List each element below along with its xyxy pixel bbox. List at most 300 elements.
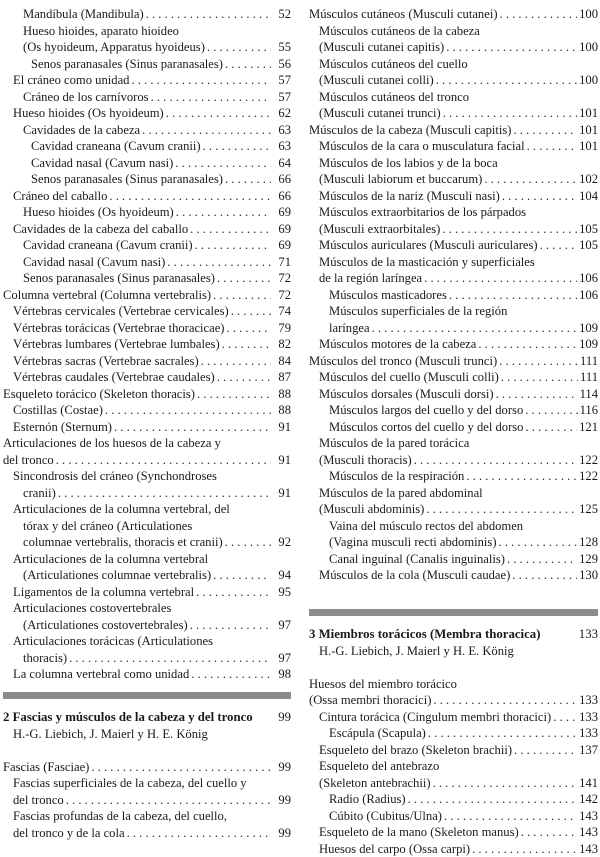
toc-entry-title: (Ossa membri thoracici)	[309, 692, 431, 709]
chapter-title: 3 Miembros torácicos (Membra thoracica)	[309, 626, 579, 643]
dot-leader	[66, 792, 271, 809]
dot-leader	[151, 89, 271, 106]
toc-entry	[309, 742, 598, 759]
chapter-divider	[309, 609, 598, 616]
toc-entry	[309, 89, 598, 106]
toc-entry-page: 142	[579, 791, 598, 808]
dot-leader	[222, 336, 271, 353]
toc-entry-title: (Musculi cutanei colli)	[319, 72, 434, 89]
toc-entry-page: 133	[579, 725, 598, 742]
dot-leader	[176, 204, 271, 221]
toc-entry-title: Ligamentos de la columna vertebral	[13, 584, 194, 601]
toc-entry-title: (Articulationes columnae vertebralis)	[23, 567, 211, 584]
toc-entry-page: 69	[273, 237, 291, 254]
toc-entry-page: 128	[579, 534, 598, 551]
toc-entry	[3, 287, 291, 304]
toc-entry-title: (Musculi cutanei trunci)	[319, 105, 441, 122]
toc-entry	[309, 56, 598, 73]
toc-entry-title: Huesos del carpo (Ossa carpi)	[319, 841, 470, 857]
chapter-heading	[309, 626, 598, 643]
toc-entry	[3, 105, 291, 122]
toc-entry-title: Músculos extraorbitarios de los párpados	[319, 204, 526, 221]
dot-leader	[190, 617, 271, 634]
dot-leader	[196, 584, 271, 601]
toc-entry-title: (Musculi abdominis)	[319, 501, 424, 518]
dot-leader	[514, 742, 577, 759]
toc-entry	[3, 775, 291, 792]
toc-entry	[309, 791, 598, 808]
dot-leader	[501, 369, 578, 386]
toc-entry-title: Cráneo de los carnívoros	[23, 89, 149, 106]
toc-entry-title: El cráneo como unidad	[13, 72, 129, 89]
dot-leader	[408, 791, 578, 808]
toc-entry-page: 57	[273, 89, 291, 106]
dot-leader	[217, 270, 271, 287]
toc-section	[3, 759, 291, 842]
toc-entry-title: Vértebras caudales (Vertebrae caudales)	[13, 369, 215, 386]
dot-leader	[414, 452, 577, 469]
toc-entry	[3, 122, 291, 139]
spacer	[309, 584, 598, 600]
dot-leader	[225, 171, 271, 188]
dot-leader	[227, 320, 271, 337]
dot-leader	[69, 650, 271, 667]
toc-entry	[3, 72, 291, 89]
toc-entry	[309, 692, 598, 709]
toc-entry-page: 105	[579, 221, 598, 238]
toc-entry	[309, 237, 598, 254]
toc-entry	[309, 824, 598, 841]
toc-entry-title: Cavidad craneana (Cavum cranii)	[23, 237, 193, 254]
toc-entry-title: Esqueleto torácico (Skeleton thoracis)	[3, 386, 195, 403]
toc-entry	[309, 808, 598, 825]
toc-entry-title: Vértebras sacras (Vertebrae sacrales)	[13, 353, 199, 370]
toc-entry-page: 66	[273, 171, 291, 188]
toc-entry	[309, 369, 598, 386]
spacer	[309, 660, 598, 676]
toc-entry-title: Esqueleto del brazo (Skeleton brachii)	[319, 742, 512, 759]
toc-entry-title: Músculos masticadores	[329, 287, 447, 304]
toc-entry-title: Esqueleto de la mano (Skeleton manus)	[319, 824, 519, 841]
toc-entry-title: Senos paranasales (Sinus paranasales)	[23, 270, 215, 287]
dot-leader	[433, 692, 577, 709]
dot-leader	[433, 775, 578, 792]
dot-leader	[167, 254, 271, 271]
dot-leader	[175, 155, 271, 172]
toc-entry-page: 122	[579, 468, 598, 485]
toc-entry	[3, 825, 291, 842]
dot-leader	[502, 188, 577, 205]
dot-leader	[197, 386, 271, 403]
toc-entry	[3, 254, 291, 271]
dot-leader	[166, 105, 271, 122]
toc-entry	[309, 435, 598, 452]
toc-entry	[309, 386, 598, 403]
toc-entry	[309, 336, 598, 353]
dot-leader	[444, 808, 577, 825]
dot-leader	[207, 39, 271, 56]
dot-leader	[428, 725, 577, 742]
toc-entry-title: Articulaciones de la columna vertebral, del	[13, 501, 230, 518]
toc-entry	[3, 39, 291, 56]
dot-leader	[195, 237, 271, 254]
toc-entry	[309, 171, 598, 188]
toc-entry-title: Columna vertebral (Columna vertebralis)	[3, 287, 211, 304]
toc-section	[309, 676, 598, 857]
toc-entry-title: Articulaciones torácicas (Articulationes	[13, 633, 213, 650]
dot-leader	[142, 122, 271, 139]
toc-entry	[309, 468, 598, 485]
toc-entry-title: Fascias (Fasciae)	[3, 759, 89, 776]
toc-entry	[309, 155, 598, 172]
toc-entry	[3, 56, 291, 73]
toc-entry-title: Cavidad craneana (Cavum cranii)	[31, 138, 201, 155]
toc-entry	[309, 105, 598, 122]
toc-entry-title: tórax y del cráneo (Articulationes	[23, 518, 192, 535]
dot-leader	[540, 237, 578, 254]
toc-entry	[3, 270, 291, 287]
toc-entry-title: Esqueleto del antebrazo	[319, 758, 439, 775]
toc-entry-title: Músculos largos del cuello y del dorso	[329, 402, 523, 419]
toc-entry-page: 116	[580, 402, 598, 419]
toc-entry-title: Articulaciones de la columna vertebral	[13, 551, 208, 568]
toc-entry-title: Músculos de la masticación y superficiales	[319, 254, 535, 271]
toc-entry-title: Músculos dorsales (Musculi dorsi)	[319, 386, 494, 403]
dot-leader	[190, 221, 271, 238]
dot-leader	[442, 221, 577, 238]
toc-entry-title: Músculos del tronco (Musculi trunci)	[309, 353, 497, 370]
toc-entry-page: 55	[273, 39, 291, 56]
toc-entry	[3, 402, 291, 419]
toc-entry-title: (Skeleton antebrachii)	[319, 775, 431, 792]
toc-entry	[3, 518, 291, 535]
toc-entry	[309, 23, 598, 40]
toc-entry	[3, 617, 291, 634]
toc-entry-page: 69	[273, 221, 291, 238]
toc-entry	[309, 501, 598, 518]
toc-entry-page: 91	[273, 485, 291, 502]
toc-entry	[3, 485, 291, 502]
dot-leader	[521, 824, 577, 841]
toc-entry-page: 101	[579, 105, 598, 122]
toc-entry-page: 109	[579, 320, 598, 337]
toc-entry	[3, 633, 291, 650]
toc-entry-title: del tronco	[3, 452, 54, 469]
toc-entry	[3, 23, 291, 40]
toc-entry-page: 72	[273, 287, 291, 304]
toc-entry-title: Músculos cutáneos (Musculi cutanei)	[309, 6, 498, 23]
toc-entry	[3, 6, 291, 23]
toc-entry	[3, 759, 291, 776]
dot-leader	[109, 188, 271, 205]
toc-entry-title: Músculos de la pared abdominal	[319, 485, 483, 502]
toc-entry-page: 57	[273, 72, 291, 89]
toc-entry-page: 111	[580, 369, 598, 386]
toc-entry-page: 98	[273, 666, 291, 683]
toc-entry-title: del tronco	[13, 792, 64, 809]
dot-leader	[225, 56, 271, 73]
toc-entry-title: (Musculi cutanei capitis)	[319, 39, 444, 56]
toc-entry-title: (Vagina musculi recti abdominis)	[329, 534, 497, 551]
chapter-title: 2 Fascias y músculos de la cabeza y del tronco	[3, 709, 278, 726]
toc-entry-title: cranii)	[23, 485, 56, 502]
toc-entry-title: Músculos de la nariz (Musculi nasi)	[319, 188, 500, 205]
toc-entry-page: 100	[579, 72, 598, 89]
toc-entry-title: Hueso hioides (Os hyoideum)	[13, 105, 164, 122]
chapter-heading	[3, 709, 291, 726]
dot-leader	[496, 386, 578, 403]
toc-entry-title: Músculos cutáneos del cuello	[319, 56, 468, 73]
toc-entry	[3, 89, 291, 106]
toc-entry	[309, 287, 598, 304]
toc-entry-page: 143	[579, 841, 598, 857]
toc-entry-title: Canal inguinal (Canalis inguinalis)	[329, 551, 505, 568]
toc-entry-page: 102	[579, 171, 598, 188]
dot-leader	[466, 468, 577, 485]
toc-entry	[3, 171, 291, 188]
toc-entry-title: Cavidades de la cabeza del caballo	[13, 221, 188, 238]
toc-entry-page: 111	[580, 353, 598, 370]
dot-leader	[513, 122, 577, 139]
spacer	[3, 743, 291, 759]
toc-entry	[309, 72, 598, 89]
toc-entry	[3, 567, 291, 584]
toc-left-column	[3, 6, 291, 841]
toc-entry-page: 99	[273, 825, 291, 842]
toc-entry	[3, 419, 291, 436]
dot-leader	[436, 72, 577, 89]
chapter-divider	[3, 692, 291, 699]
toc-entry	[309, 676, 598, 693]
toc-right-column	[309, 6, 598, 857]
toc-entry	[3, 138, 291, 155]
toc-entry	[309, 39, 598, 56]
toc-entry	[309, 725, 598, 742]
toc-entry-page: 87	[273, 369, 291, 386]
toc-entry	[3, 188, 291, 205]
toc-entry-title: (Articulationes costovertebrales)	[23, 617, 188, 634]
toc-entry-title: Fascias superficiales de la cabeza, del cuello y	[13, 775, 247, 792]
dot-leader	[500, 6, 578, 23]
dot-leader	[525, 419, 577, 436]
toc-entry-title: Articulaciones de los huesos de la cabeza y	[3, 435, 221, 452]
chapter-authors: H.-G. Liebich, J. Maierl y H. E. König	[3, 726, 291, 743]
toc-entry	[3, 534, 291, 551]
toc-entry-page: 114	[580, 386, 598, 403]
toc-entry-title: Músculos de la cabeza (Musculi capitis)	[309, 122, 511, 139]
toc-entry-title: Escápula (Scapula)	[329, 725, 426, 742]
toc-entry-title: Cavidades de la cabeza	[23, 122, 140, 139]
toc-entry-title: Músculos motores de la cabeza	[319, 336, 476, 353]
dot-leader	[446, 39, 577, 56]
toc-entry	[3, 303, 291, 320]
chapter-page: 99	[278, 709, 291, 726]
toc-entry-page: 100	[579, 39, 598, 56]
toc-entry	[309, 138, 598, 155]
toc-entry	[309, 188, 598, 205]
toc-entry-page: 92	[273, 534, 291, 551]
toc-entry-title: thoracis)	[23, 650, 67, 667]
toc-entry	[309, 775, 598, 792]
toc-entry-page: 66	[273, 188, 291, 205]
toc-entry-page: 71	[273, 254, 291, 271]
dot-leader	[217, 369, 271, 386]
toc-entry-title: Vértebras lumbares (Vertebrae lumbales)	[13, 336, 220, 353]
toc-entry-title: (Musculi extraorbitales)	[319, 221, 440, 238]
toc-entry	[309, 534, 598, 551]
toc-entry-title: Músculos cutáneos del tronco	[319, 89, 469, 106]
dot-leader	[146, 6, 271, 23]
toc-entry	[309, 353, 598, 370]
toc-entry-title: del tronco y de la cola	[13, 825, 125, 842]
toc-entry	[3, 468, 291, 485]
toc-entry-title: La columna vertebral como unidad	[13, 666, 189, 683]
toc-entry-page: 141	[579, 775, 598, 792]
dot-leader	[225, 534, 271, 551]
toc-entry	[309, 551, 598, 568]
toc-entry-title: Vértebras torácicas (Vertebrae thoracicae)	[13, 320, 225, 337]
toc-entry-title: Músculos del cuello (Musculi colli)	[319, 369, 499, 386]
toc-entry-page: 62	[273, 105, 291, 122]
toc-entry-page: 133	[579, 692, 598, 709]
toc-entry	[3, 435, 291, 452]
toc-entry	[3, 792, 291, 809]
dot-leader	[127, 825, 271, 842]
dot-leader	[553, 709, 577, 726]
toc-entry-page: 105	[579, 237, 598, 254]
dot-leader	[203, 138, 271, 155]
toc-entry-title: Vaina del músculo rectos del abdomen	[329, 518, 523, 535]
toc-entry-page: 91	[273, 452, 291, 469]
toc-entry-page: 84	[273, 353, 291, 370]
dot-leader	[525, 402, 577, 419]
dot-leader	[114, 419, 271, 436]
toc-entry	[3, 221, 291, 238]
toc-entry-title: Músculos de la cola (Musculi caudae)	[319, 567, 510, 584]
dot-leader	[105, 402, 271, 419]
toc-entry	[3, 155, 291, 172]
toc-entry-page: 143	[579, 824, 598, 841]
toc-entry-title: Hueso hioides (Os hyoideum)	[23, 204, 174, 221]
toc-entry	[3, 650, 291, 667]
toc-entry	[3, 320, 291, 337]
toc-entry-page: 129	[579, 551, 598, 568]
toc-entry	[3, 237, 291, 254]
dot-leader	[372, 320, 578, 337]
dot-leader	[478, 336, 577, 353]
toc-entry	[309, 452, 598, 469]
toc-entry-title: (Os hyoideum, Apparatus hyoideus)	[23, 39, 205, 56]
toc-entry	[309, 122, 598, 139]
toc-entry-page: 143	[579, 808, 598, 825]
toc-entry-title: Senos paranasales (Sinus paranasales)	[31, 171, 223, 188]
toc-entry-title: Cúbito (Cubitus/Ulna)	[329, 808, 442, 825]
toc-entry-page: 104	[579, 188, 598, 205]
toc-entry-title: Músculos cutáneos de la cabeza	[319, 23, 480, 40]
toc-entry	[309, 567, 598, 584]
dot-leader	[201, 353, 271, 370]
toc-entry-page: 94	[273, 567, 291, 584]
dot-leader	[443, 105, 577, 122]
dot-leader	[499, 353, 578, 370]
dot-leader	[231, 303, 271, 320]
toc-entry-page: 109	[579, 336, 598, 353]
toc-entry-page: 91	[273, 419, 291, 436]
chapter-authors: H.-G. Liebich, J. Maierl y H. E. König	[309, 643, 598, 660]
toc-entry-title: de la región laríngea	[319, 270, 422, 287]
chapter-page: 133	[579, 626, 598, 643]
dot-leader	[131, 72, 271, 89]
toc-entry-page: 63	[273, 122, 291, 139]
toc-entry-page: 56	[273, 56, 291, 73]
dot-leader	[499, 534, 578, 551]
dot-leader	[424, 270, 577, 287]
toc-entry	[309, 518, 598, 535]
toc-entry-page: 121	[579, 419, 598, 436]
toc-entry-page: 64	[273, 155, 291, 172]
toc-entry-title: columnae vertebralis, thoracis et cranii)	[23, 534, 223, 551]
toc-entry-title: Hueso hioides, aparato hioideo	[23, 23, 179, 40]
toc-entry-page: 69	[273, 204, 291, 221]
toc-section	[3, 6, 291, 683]
toc-entry	[309, 254, 598, 271]
toc-entry-page: 125	[579, 501, 598, 518]
toc-entry-page: 101	[579, 138, 598, 155]
toc-entry-page: 82	[273, 336, 291, 353]
dot-leader	[449, 287, 577, 304]
dot-leader	[91, 759, 271, 776]
toc-entry-title: Senos paranasales (Sinus paranasales)	[31, 56, 223, 73]
toc-entry-title: Fascias profundas de la cabeza, del cuello,	[13, 808, 227, 825]
dot-leader	[191, 666, 271, 683]
toc-entry-page: 101	[579, 122, 598, 139]
toc-entry-title: Cráneo del caballo	[13, 188, 107, 205]
dot-leader	[484, 171, 577, 188]
toc-entry-page: 88	[273, 402, 291, 419]
toc-entry	[3, 551, 291, 568]
toc-entry-title: Radio (Radius)	[329, 791, 406, 808]
toc-entry-title: Músculos de la respiración	[329, 468, 464, 485]
toc-entry	[3, 584, 291, 601]
toc-entry-title: (Musculi labiorum et buccarum)	[319, 171, 482, 188]
toc-entry-title: Cavidad nasal (Cavum nasi)	[23, 254, 165, 271]
toc-entry	[309, 204, 598, 221]
toc-entry	[309, 709, 598, 726]
toc-entry	[3, 369, 291, 386]
dot-leader	[512, 567, 577, 584]
toc-entry-title: Esternón (Sternum)	[13, 419, 112, 436]
toc-entry	[3, 452, 291, 469]
toc-entry	[3, 501, 291, 518]
toc-entry-title: Vértebras cervicales (Vertebrae cervicales)	[13, 303, 229, 320]
toc-entry-page: 130	[579, 567, 598, 584]
dot-leader	[426, 501, 577, 518]
toc-entry-page: 137	[579, 742, 598, 759]
toc-entry-title: (Musculi thoracis)	[319, 452, 412, 469]
toc-entry-title: Músculos cortos del cuello y del dorso	[329, 419, 523, 436]
toc-entry	[309, 419, 598, 436]
toc-entry	[309, 402, 598, 419]
toc-entry	[3, 336, 291, 353]
toc-entry	[3, 808, 291, 825]
toc-entry-title: Músculos de la pared torácica	[319, 435, 469, 452]
toc-entry-page: 122	[579, 452, 598, 469]
toc-entry-title: Cintura torácica (Cingulum membri thoracici)	[319, 709, 551, 726]
toc-entry-page: 72	[273, 270, 291, 287]
toc-entry-title: Músculos auriculares (Musculi auriculares)	[319, 237, 538, 254]
dot-leader	[507, 551, 577, 568]
toc-entry-page: 74	[273, 303, 291, 320]
